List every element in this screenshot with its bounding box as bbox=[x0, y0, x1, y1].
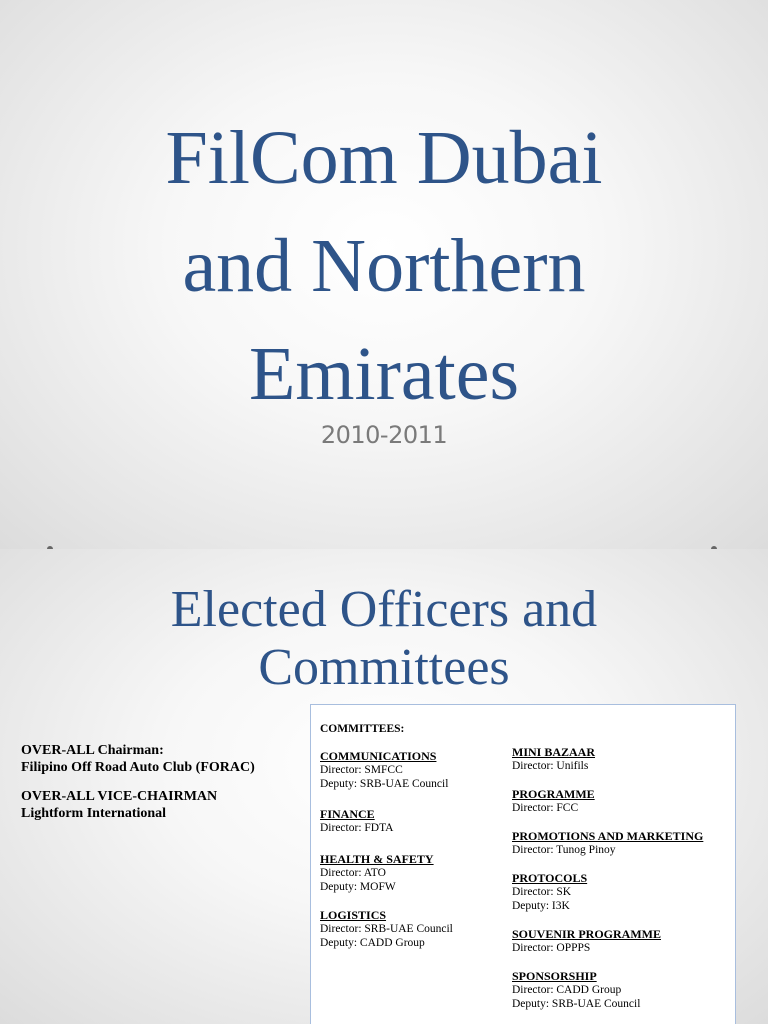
officer-entry bbox=[21, 742, 255, 776]
committee-line: Deputy: I3K bbox=[512, 900, 570, 912]
committee-line: Director: SK bbox=[512, 886, 572, 898]
officers-slide bbox=[0, 549, 768, 1024]
committee-entry bbox=[320, 749, 453, 791]
title-line: Elected Officers and bbox=[170, 581, 598, 638]
committee-line: Director: SMFCC bbox=[320, 764, 403, 776]
committees-header: COMMITTEES: bbox=[320, 723, 405, 735]
committee-line: Director: FDTA bbox=[320, 822, 394, 834]
committee-entry bbox=[512, 745, 703, 773]
committee-name: FINANCE bbox=[320, 807, 375, 821]
committee-line: Deputy: CADD Group bbox=[320, 937, 425, 949]
committee-name: HEALTH & SAFETY bbox=[320, 852, 434, 866]
title-line: Committees bbox=[258, 639, 510, 696]
slide-title bbox=[0, 104, 768, 428]
committee-name: SOUVENIR PROGRAMME bbox=[512, 927, 661, 941]
committee-name: PROGRAMME bbox=[512, 787, 595, 801]
committee-line: Director: SRB-UAE Council bbox=[320, 923, 453, 935]
committee-line: Director: CADD Group bbox=[512, 984, 622, 996]
committee-name: SPONSORSHIP bbox=[512, 969, 597, 983]
officer-role: OVER-ALL Chairman: bbox=[21, 743, 164, 758]
slide-title bbox=[0, 581, 768, 697]
officer-role: OVER-ALL VICE-CHAIRMAN bbox=[21, 789, 218, 804]
committee-name: MINI BAZAAR bbox=[512, 745, 596, 759]
committee-name: PROTOCOLS bbox=[512, 871, 588, 885]
committee-line: Director: Tunog Pinoy bbox=[512, 844, 616, 856]
title-line: FilCom Dubai bbox=[165, 116, 603, 200]
committee-line: Director: FCC bbox=[512, 802, 579, 814]
committee-name: LOGISTICS bbox=[320, 908, 387, 922]
committee-entry bbox=[512, 969, 703, 1011]
committee-entry bbox=[320, 908, 453, 950]
committee-line: Deputy: MOFW bbox=[320, 881, 396, 893]
committee-entry bbox=[512, 829, 703, 857]
committees-column-left bbox=[320, 705, 453, 964]
committee-entry bbox=[512, 871, 703, 913]
officers-list bbox=[21, 742, 255, 834]
officer-holder: Lightform International bbox=[21, 806, 167, 821]
committee-entry bbox=[320, 852, 453, 894]
slide-subtitle: 2010-2011 bbox=[320, 421, 448, 449]
committee-name: PROMOTIONS AND MARKETING bbox=[512, 829, 704, 843]
committee-line: Director: ATO bbox=[320, 867, 386, 879]
committee-name: COMMUNICATIONS bbox=[320, 749, 437, 763]
title-line: and Northern bbox=[182, 224, 586, 308]
title-line: Emirates bbox=[248, 332, 520, 416]
committees-column-right bbox=[512, 745, 703, 1024]
committee-entry bbox=[320, 807, 453, 835]
officer-entry bbox=[21, 788, 255, 822]
committee-entry bbox=[512, 787, 703, 815]
committee-line: Deputy: SRB-UAE Council bbox=[320, 778, 449, 790]
officer-holder: Filipino Off Road Auto Club (FORAC) bbox=[21, 760, 255, 775]
committee-line: Director: Unifils bbox=[512, 760, 589, 772]
committee-entry bbox=[512, 927, 703, 955]
committee-line: Director: OPPPS bbox=[512, 942, 591, 954]
committees-box bbox=[310, 704, 736, 1024]
committee-line: Deputy: SRB-UAE Council bbox=[512, 998, 641, 1010]
